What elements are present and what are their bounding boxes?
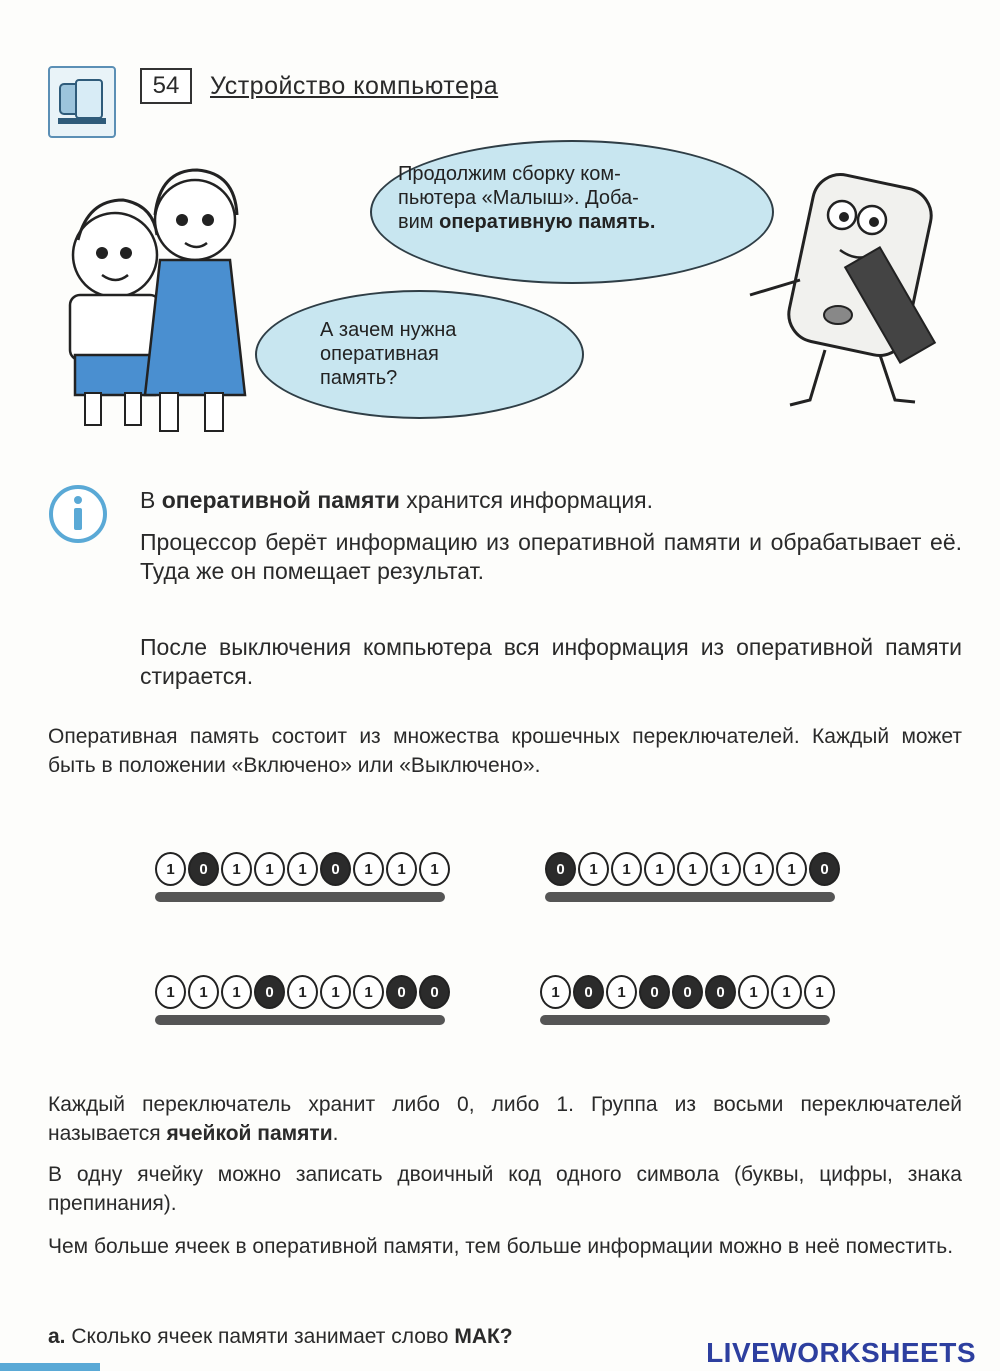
switch-base xyxy=(155,1009,455,1031)
robot-speech-line: вим оперативную память. xyxy=(398,211,656,233)
switch-bulb: 1 xyxy=(221,975,252,1009)
switch-bulb: 0 xyxy=(386,975,417,1009)
info-paragraph-1: В оперативной памяти хранится информация. xyxy=(140,487,654,513)
switch-bulb: 0 xyxy=(320,852,351,886)
question-a: а. Сколько ячеек памяти занимает слово МАК? xyxy=(48,1325,513,1348)
info-icon xyxy=(48,484,108,544)
body-paragraph-2: Каждый переключатель хранит либо 0, либо 1. Группа из восьми переключателей называется ячейкой памяти. xyxy=(48,1093,962,1145)
switch-base xyxy=(545,886,845,908)
memory-cell-4 xyxy=(540,975,840,1036)
robot-illustration xyxy=(730,150,970,410)
switch-bulb: 1 xyxy=(771,975,802,1009)
switch-bulb: 1 xyxy=(738,975,769,1009)
switch-bulb: 0 xyxy=(419,975,450,1009)
page-corner-strip xyxy=(0,1363,100,1371)
watermark-text: LIVEWORKSHEETS xyxy=(706,1337,976,1368)
switch-bulb: 1 xyxy=(155,852,186,886)
body-paragraph-4: Чем больше ячеек в оперативной памяти, тем больше информации можно в неё поместить. xyxy=(48,1235,954,1258)
switch-bulb: 1 xyxy=(419,852,450,886)
switch-bulb: 1 xyxy=(254,852,285,886)
switch-bulb: 1 xyxy=(710,852,741,886)
memory-cell-1 xyxy=(155,852,455,913)
switch-bulb: 0 xyxy=(188,852,219,886)
info-bold-term: оперативной памяти xyxy=(161,487,400,513)
info-paragraph-3: После выключения компьютера вся информация из оперативной памяти стирается. xyxy=(140,634,962,689)
switch-bulb: 1 xyxy=(776,852,807,886)
switch-bulb: 1 xyxy=(606,975,637,1009)
switch-bulb: 1 xyxy=(677,852,708,886)
children-illustration xyxy=(30,155,260,440)
robot-speech-line: Продолжим сборку ком- xyxy=(398,163,621,185)
robot-speech-line: пьютера «Малыш». Доба- xyxy=(398,187,639,209)
switch-bulb: 1 xyxy=(644,852,675,886)
switch-bulb: 0 xyxy=(705,975,736,1009)
switch-bulb: 1 xyxy=(287,975,318,1009)
switch-bulb: 0 xyxy=(254,975,285,1009)
kids-speech-line: А зачем нужна xyxy=(320,319,457,341)
info-paragraph-2: Процессор берёт информацию из оперативной памяти и обрабатывает её. Туда же он помещает результат. xyxy=(140,529,962,584)
switch-bulb: 0 xyxy=(809,852,840,886)
switch-bulb: 1 xyxy=(353,975,384,1009)
switch-bulb: 1 xyxy=(287,852,318,886)
body-paragraph-1: Оперативная память состоит из множества крошечных переключателей. Каждый может быть в положении «Включено» или «Выключено». xyxy=(48,725,962,777)
switch-bulb: 1 xyxy=(386,852,417,886)
robot-speech-bold: оперативную память. xyxy=(439,211,656,233)
switch-bulb: 1 xyxy=(320,975,351,1009)
switch-bulb: 1 xyxy=(353,852,384,886)
switch-bulb: 1 xyxy=(611,852,642,886)
body-paragraph-3: В одну ячейку можно записать двоичный код одного символа (буквы, цифры, знака препинания). xyxy=(48,1163,962,1215)
switch-bulb: 0 xyxy=(639,975,670,1009)
memory-cell-3 xyxy=(155,975,455,1036)
switch-bulb: 1 xyxy=(743,852,774,886)
kids-speech-line: оперативная xyxy=(320,343,439,365)
switch-bulb: 0 xyxy=(545,852,576,886)
switch-base xyxy=(155,886,455,908)
question-word: МАК? xyxy=(454,1325,513,1348)
page-number: 54 xyxy=(140,68,192,104)
cell-term: ячейкой памяти xyxy=(166,1122,333,1145)
kids-speech-line: память? xyxy=(320,367,398,389)
switch-bulb: 1 xyxy=(804,975,835,1009)
switch-bulb: 0 xyxy=(672,975,703,1009)
chapter-title: Устройство компьютера xyxy=(210,72,499,100)
switch-base xyxy=(540,1009,840,1031)
switch-bulb: 1 xyxy=(155,975,186,1009)
switch-bulb: 1 xyxy=(188,975,219,1009)
switch-bulb: 1 xyxy=(578,852,609,886)
robot-speech-text xyxy=(398,162,738,234)
book-logo-icon xyxy=(48,66,116,138)
switch-bulb: 1 xyxy=(540,975,571,1009)
switch-bulb: 1 xyxy=(221,852,252,886)
memory-cell-2 xyxy=(545,852,845,913)
switch-bulb: 0 xyxy=(573,975,604,1009)
question-label: а. xyxy=(48,1325,66,1348)
kids-speech-text xyxy=(320,318,560,390)
watermark-logo xyxy=(706,1337,976,1369)
